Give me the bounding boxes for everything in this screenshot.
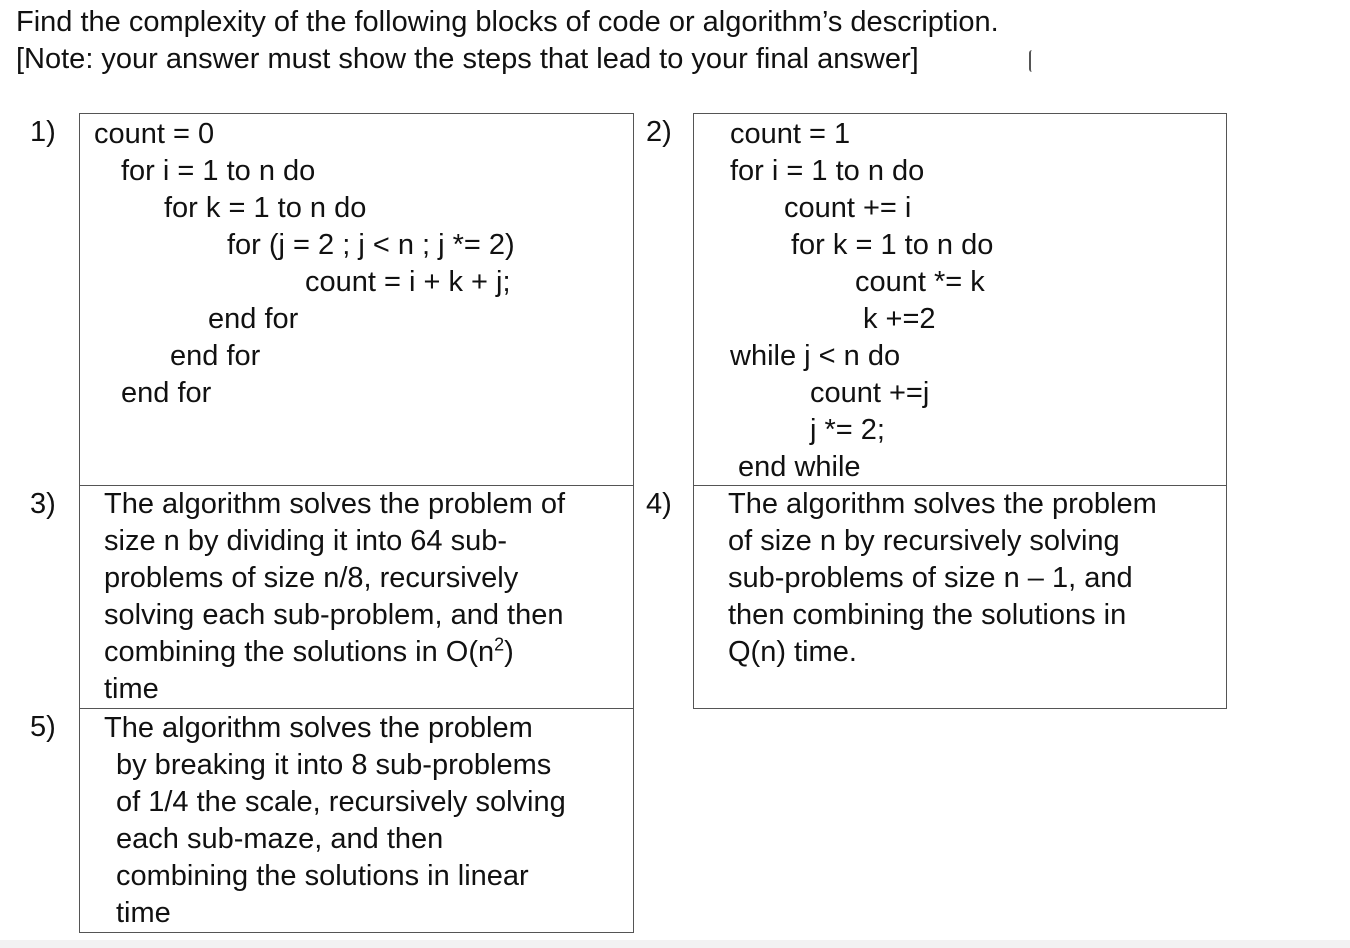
text-line: time — [116, 897, 171, 929]
problem-5-number: 5) — [30, 711, 56, 743]
text-fragment: ) — [504, 636, 514, 668]
text-line: size n by dividing it into 64 sub- — [104, 525, 507, 557]
code-line: count = 1 — [730, 118, 851, 150]
text-line: sub-problems of size n – 1, and — [728, 562, 1133, 594]
text-line — [104, 634, 514, 671]
problem-1-number: 1) — [30, 116, 56, 148]
text-line: solving each sub-problem, and then — [104, 599, 564, 631]
text-line: Q(n) time. — [728, 636, 857, 668]
code-line: end while — [738, 451, 861, 483]
code-line: j *= 2; — [810, 414, 885, 446]
problem-2-number: 2) — [646, 116, 672, 148]
instructions-line-2: [Note: your answer must show the steps that lead to your final answer] — [16, 43, 919, 75]
problem-4-number: 4) — [646, 488, 672, 520]
code-line: k +=2 — [863, 303, 936, 335]
text-line: The algorithm solves the problem — [104, 712, 533, 744]
text-line: problems of size n/8, recursively — [104, 562, 519, 594]
code-line: count +=j — [810, 377, 930, 409]
superscript: 2 — [494, 634, 505, 655]
code-line: count = 0 — [94, 118, 215, 150]
text-line: combining the solutions in linear — [116, 860, 529, 892]
code-line: end for — [121, 377, 212, 409]
problem-5-box — [79, 708, 634, 933]
problem-3-number: 3) — [30, 488, 56, 520]
code-line: count *= k — [855, 266, 985, 298]
code-line: end for — [208, 303, 299, 335]
code-line: for k = 1 to n do — [791, 229, 994, 261]
code-line: for (j = 2 ; j < n ; j *= 2) — [227, 229, 515, 261]
text-line: The algorithm solves the problem — [728, 488, 1157, 520]
problem-4-box — [693, 485, 1227, 709]
text-line: of size n by recursively solving — [728, 525, 1120, 557]
code-line: for i = 1 to n do — [730, 155, 925, 187]
text-fragment: combining the solutions in O(n — [104, 636, 495, 668]
code-line: for k = 1 to n do — [164, 192, 367, 224]
code-line: count += i — [784, 192, 912, 224]
page-bottom-edge — [0, 940, 1350, 948]
problem-3-box — [79, 485, 634, 709]
text-line: time — [104, 673, 159, 705]
problem-1-box — [79, 113, 634, 486]
text-line: each sub-maze, and then — [116, 823, 444, 855]
text-line: The algorithm solves the problem of — [104, 488, 565, 520]
instructions-line-1: Find the complexity of the following blocks of code or algorithm’s description. — [16, 6, 999, 38]
text-line: by breaking it into 8 sub-problems — [116, 749, 552, 781]
text-line: then combining the solutions in — [728, 599, 1127, 631]
code-line: for i = 1 to n do — [121, 155, 316, 187]
text-line: of 1/4 the scale, recursively solving — [116, 786, 566, 818]
problem-2-box — [693, 113, 1227, 486]
code-line: count = i + k + j; — [305, 266, 511, 298]
code-line: end for — [170, 340, 261, 372]
code-line: while j < n do — [730, 340, 901, 372]
text-cursor — [1029, 50, 1034, 72]
